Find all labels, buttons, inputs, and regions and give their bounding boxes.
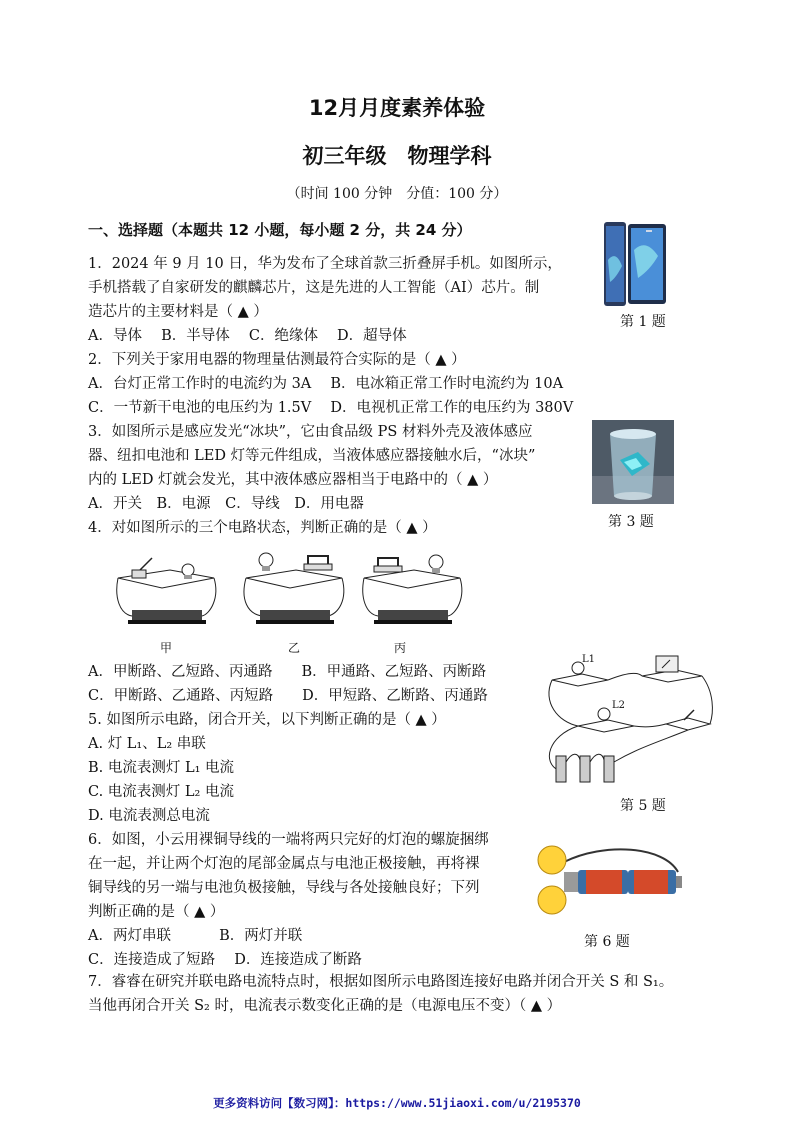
q3-line-2: 器、纽扣电池和 LED 灯等元件组成，当液体感应器接触水后，“冰块” [88, 448, 536, 464]
q5-figure-caption: 第 5 题 [620, 798, 666, 814]
q4-label-yi: 乙 [288, 641, 301, 655]
q6-bulbs-battery-figure [534, 842, 684, 922]
footer-link-text[interactable]: 更多资料访问【数习网】：https://www.51jiaoxi.com/u/2195370 [213, 1096, 581, 1110]
q3-figure-caption: 第 3 题 [608, 514, 654, 530]
q4-label-bing: 丙 [394, 641, 407, 655]
q1-phone-figure [598, 220, 670, 308]
q7-line-2: 当他再闭合开关 S₂ 时，电流表示数变化正确的是（电源电压不变）（ ▲ ） [88, 998, 562, 1014]
q1-line-3: 造芯片的主要材料是（ ▲ ） [88, 304, 268, 320]
q4-label-jia: 甲 [160, 641, 173, 655]
q6-options-row2: C．连接造成了短路 D．连接造成了断路 [88, 952, 362, 968]
q4-circuit-yi [238, 546, 348, 630]
q6-line-3: 铜导线的另一端与电池负极接触，导线与各处接触良好；下列 [88, 880, 480, 896]
q5-circuit-figure [538, 652, 718, 792]
q1-figure-caption: 第 1 题 [620, 314, 666, 330]
time-info: （时间 100 分钟 分值：100 分） [286, 186, 508, 202]
q2-options-row2: C．一节新干电池的电压约为 1.5V D．电视机正常工作的电压约为 380V [88, 400, 574, 416]
page-subtitle: 初三年级 物理学科 [302, 144, 492, 168]
q6-line-4: 判断正确的是（ ▲ ） [88, 904, 225, 920]
q5-option-c: C. 电流表测灯 L₂ 电流 [88, 784, 234, 800]
page-title: 12月月度素养体验 [308, 96, 486, 120]
q3-line-1: 3．如图所示是感应发光“冰块”，它由食品级 PS 材料外壳及液体感应 [88, 424, 533, 440]
q5-option-a: A. 灯 L₁、L₂ 串联 [88, 736, 206, 752]
q4-stem: 4．对如图所示的三个电路状态，判断正确的是（ ▲ ） [88, 520, 437, 536]
q4-circuit-jia [110, 548, 220, 630]
q6-figure-caption: 第 6 题 [584, 934, 630, 950]
q1-line-2: 手机搭载了自家研发的麒麟芯片，这是先进的人工智能（AI）芯片。制 [88, 280, 540, 296]
q5-option-b: B. 电流表测灯 L₁ 电流 [88, 760, 235, 776]
section-heading: 一、选择题（本题共 12 小题，每小题 2 分，共 24 分） [88, 221, 472, 239]
q5-option-d: D. 电流表测总电流 [88, 808, 210, 824]
q3-line-3: 内的 LED 灯就会发光，其中液体感应器相当于电路中的（ ▲ ） [88, 472, 498, 488]
q5-label-l1: L1 [582, 654, 596, 665]
q4-options-row2: C．甲断路、乙通路、丙短路 D．甲短路、乙断路、丙通路 [88, 688, 488, 704]
q1-options: A．导体 B．半导体 C．绝缘体 D．超导体 [88, 328, 407, 344]
q1-line-1: 1．2024 年 9 月 10 日，华为发布了全球首款三折叠屏手机。如图所示， [88, 256, 562, 272]
q5-label-l2: L2 [612, 700, 626, 711]
q2-options-row1: A．台灯正常工作时的电流约为 3A B．电冰箱正常工作时电流约为 10A [88, 376, 564, 392]
q6-options-row1: A．两灯串联 B．两灯并联 [88, 928, 303, 944]
q3-ice-glass-figure [592, 420, 674, 504]
q2-stem: 2．下列关于家用电器的物理量估测最符合实际的是（ ▲ ） [88, 352, 466, 368]
q4-circuit-bing [356, 548, 466, 630]
q6-line-2: 在一起，并让两个灯泡的尾部金属点与电池正极接触，再将裸 [88, 856, 480, 872]
q3-options: A．开关 B．电源 C．导线 D．用电器 [88, 496, 364, 512]
q5-stem: 5. 如图所示电路，闭合开关，以下判断正确的是（ ▲ ） [88, 712, 446, 728]
q7-line-1: 7．睿睿在研究并联电路电流特点时，根据如图所示电路图连接好电路并闭合开关 S 和 S₁。 [88, 974, 674, 990]
q4-options-row1: A．甲断路、乙短路、丙通路 B．甲通路、乙短路、丙断路 [88, 664, 487, 680]
q6-line-1: 6．如图，小云用裸铜导线的一端将两只完好的灯泡的螺旋捆绑 [88, 832, 489, 848]
